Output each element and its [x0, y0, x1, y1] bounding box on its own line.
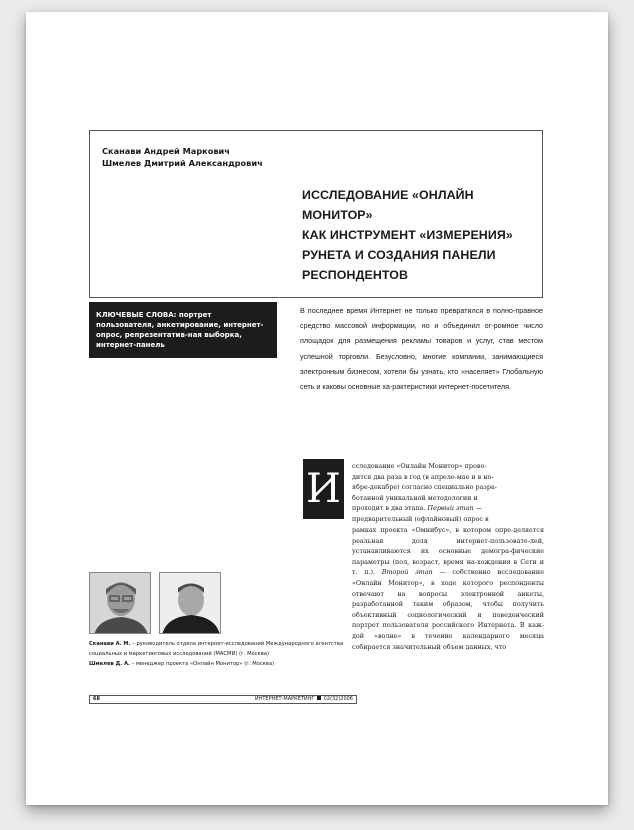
author-bios	[89, 639, 345, 669]
body-line	[352, 503, 544, 514]
body-paragraph	[300, 525, 544, 652]
author-photo-skanavi	[89, 572, 151, 634]
article-lead: В последнее время Интернет не только превратился в полно-правное средство массовой информации, но и объединил ог-ромное число площадок для размещения рекламы товаров и услуг, став местом успешной торговли. Безусловно, многие компании, занимающиеся электронным бизнесом, хотели бы узнать, кто «населяет» Глобальную сеть и каковы основные ха-рактеристики интернет-посетителя.	[300, 306, 543, 392]
journal-name: ИНТЕРНЕТ-МАРКЕТИНГ	[254, 696, 315, 702]
body-line: ботанной уникальной методологии и	[352, 493, 478, 502]
bio-name: Сканави А. М.	[89, 641, 131, 647]
page-number: 68	[93, 696, 100, 702]
body-fragment: —	[473, 504, 483, 513]
keywords-label: КЛЮЧЕВЫЕ СЛОВА:	[96, 311, 177, 319]
portrait-icon	[90, 573, 151, 634]
body-fragment: — собственно исследование «Онлайн Монитор», в ходе которого респонденты отвечают на вопросы электронной анкеты, разработанной таким образом, чтобы получить объективный социологический и поведенческий портрет пользователя российского Интернета. В каж-дой «волне» в течение календарного месяца собирается значительный объем данных, что	[352, 568, 544, 651]
body-fragment: рамках проекта «Омнибус», в котором опре-деляется реальная доля интернет-пользовате-лей, устанавливаются их основные демогра-фические параметры (пол, возраст, время на-хождения в Сети и т. п.).	[352, 526, 544, 577]
journal-issue	[255, 696, 353, 703]
bio-name: Шмелев Д. А.	[89, 661, 130, 667]
author-bio	[89, 639, 345, 659]
bio-text: – руководитель отдела интернет-исследований Международного агентства социальных и маркетинговых исследований (МАСМИ) (г. Москва)	[89, 641, 344, 657]
issue-number: 02(32)2006	[323, 696, 353, 702]
drop-cap: И	[303, 459, 344, 519]
author-bio	[89, 659, 345, 669]
title-line: РЕСПОНДЕНТОВ	[302, 268, 409, 282]
article-body-continued	[300, 525, 544, 652]
author-name: Сканави Андрей Маркович	[102, 146, 230, 156]
body-fragment: проходит в два этапа.	[352, 504, 426, 513]
title-line: РУНЕТА И СОЗДАНИЯ ПАНЕЛИ	[302, 248, 496, 262]
journal-page	[26, 12, 608, 805]
body-line: предварительный (офлайновый) опрос в	[352, 514, 489, 523]
title-line: КАК ИНСТРУМЕНТ «ИЗМЕРЕНИЯ»	[302, 228, 513, 242]
title-line: ИССЛЕДОВАНИЕ «ОНЛАЙН МОНИТОР»	[302, 188, 474, 222]
phase1-label: Первый этап	[427, 504, 474, 513]
body-line: дится два раза в год (в апреле-мае и в но-	[352, 472, 494, 481]
body-line: сследование «Онлайн Монитор» прово-	[352, 462, 487, 470]
bio-text: – менеджер проекта «Онлайн Монитор» (г. Москва)	[129, 661, 275, 667]
author-photo-shmelev	[159, 572, 221, 634]
body-line: ябре-декабре) согласно специально разра-	[352, 483, 497, 492]
square-bullet-icon	[317, 696, 321, 700]
keywords-text: портрет пользователя, анкетирование, интернет-опрос, репрезентатив-ная выборка, интернет-панель	[96, 311, 264, 349]
article-body	[352, 461, 544, 525]
author-list	[102, 145, 263, 169]
phase2-label: Второй этап	[381, 568, 433, 577]
author-name: Шмелев Дмитрий Александрович	[102, 158, 263, 168]
article-title	[302, 185, 538, 285]
portrait-icon	[160, 573, 221, 634]
article-header	[89, 130, 543, 298]
page-footer	[89, 695, 357, 704]
keywords-box	[89, 302, 277, 358]
